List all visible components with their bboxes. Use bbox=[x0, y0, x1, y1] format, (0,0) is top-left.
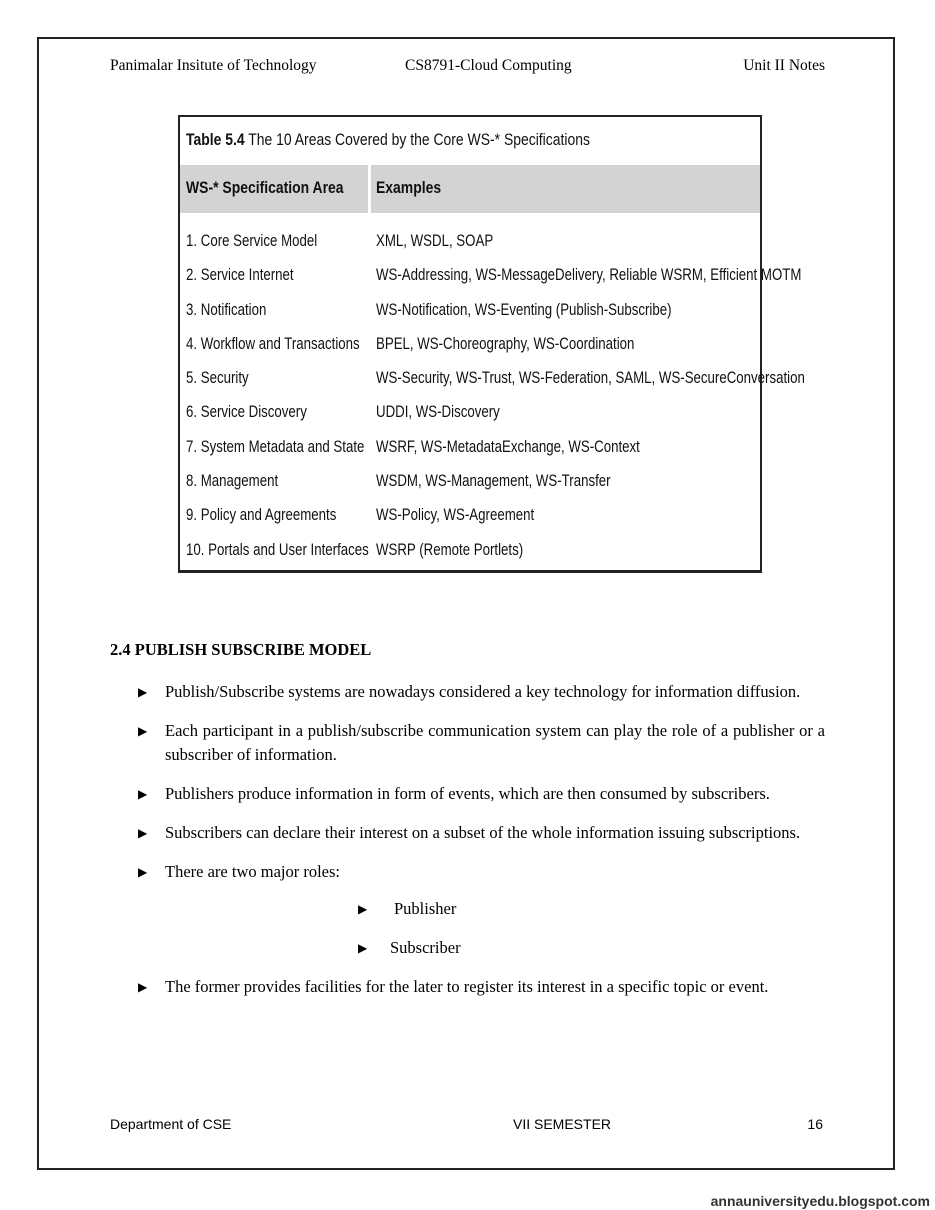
cell-area: 2. Service Internet bbox=[186, 265, 294, 285]
list-item bbox=[110, 719, 825, 767]
table-row bbox=[180, 364, 805, 398]
watermark-link: annauniversityedu.blogspot.com bbox=[710, 1193, 930, 1209]
header-separator bbox=[368, 165, 371, 213]
cell-area: 9. Policy and Agreements bbox=[186, 505, 337, 525]
table-row bbox=[180, 467, 760, 501]
column-header-examples: Examples bbox=[376, 178, 442, 197]
footer-page-number: 16 bbox=[807, 1116, 823, 1132]
header-unit: Unit II Notes bbox=[743, 57, 825, 74]
footer-department: Department of CSE bbox=[110, 1116, 232, 1132]
list-item bbox=[110, 680, 825, 704]
role-label: Publisher bbox=[394, 899, 457, 918]
cell-examples: UDDI, WS-Discovery bbox=[376, 402, 500, 422]
cell-examples: XML, WSDL, SOAP bbox=[376, 231, 494, 250]
cell-examples: BPEL, WS-Choreography, WS-Coordination bbox=[376, 333, 635, 353]
table-body bbox=[180, 227, 805, 570]
cell-examples: WS-Addressing, WS-MessageDelivery, Reliable WSRM, Efficient MOTM bbox=[376, 265, 802, 285]
list-item bbox=[110, 782, 825, 806]
cell-area: 10. Portals and User Interfaces bbox=[186, 539, 369, 559]
triangle-right-icon: ▶ bbox=[358, 941, 368, 955]
table-row bbox=[180, 227, 760, 261]
cell-area: 8. Management bbox=[186, 471, 279, 491]
bullet-text: There are two major roles: bbox=[165, 862, 341, 881]
triangle-right-icon: ▶ bbox=[138, 787, 148, 801]
table-row bbox=[180, 501, 760, 535]
triangle-right-icon: ▶ bbox=[138, 685, 148, 699]
triangle-right-icon: ▶ bbox=[138, 724, 148, 738]
cell-area: 3. Notification bbox=[186, 299, 267, 319]
list-item bbox=[110, 860, 825, 884]
cell-examples: WSRF, WS-MetadataExchange, WS-Context bbox=[376, 436, 640, 456]
cell-examples: WSRP (Remote Portlets) bbox=[376, 539, 524, 559]
roles-list bbox=[110, 897, 825, 960]
triangle-right-icon: ▶ bbox=[138, 980, 148, 994]
table-row bbox=[180, 398, 760, 432]
bullet-text: Publishers produce information in form of events, which are then consumed by subscribers. bbox=[165, 784, 770, 803]
footer-semester: VII SEMESTER bbox=[513, 1116, 612, 1132]
bullet-text: The former provides facilities for the later to register its interest in a specific topic or event. bbox=[165, 977, 769, 996]
bullet-text: Subscribers can declare their interest on a subset of the whole information issuing subscriptions. bbox=[165, 823, 801, 842]
table-row bbox=[180, 261, 802, 295]
bullet-text: Publish/Subscribe systems are nowadays considered a key technology for information diffusion. bbox=[165, 682, 801, 701]
table-caption bbox=[186, 130, 590, 150]
cell-examples: WS-Policy, WS-Agreement bbox=[376, 505, 535, 525]
cell-area: 5. Security bbox=[186, 368, 249, 388]
list-item bbox=[110, 821, 825, 845]
header-institute: Panimalar Insitute of Technology bbox=[110, 57, 317, 74]
role-label: Subscriber bbox=[390, 938, 461, 957]
spec-table bbox=[178, 115, 805, 573]
bullet-text: Each participant in a publish/subscribe communication system can play the role of a publisher or a subscriber of information. bbox=[165, 721, 825, 764]
table-row bbox=[180, 330, 760, 364]
triangle-right-icon: ▶ bbox=[138, 865, 148, 879]
cell-area: 4. Workflow and Transactions bbox=[186, 333, 360, 353]
table-row bbox=[180, 433, 760, 467]
header-course: CS8791-Cloud Computing bbox=[405, 57, 572, 74]
cell-area: 1. Core Service Model bbox=[186, 231, 318, 250]
role-item-subscriber bbox=[110, 936, 825, 960]
cell-examples: WSDM, WS-Management, WS-Transfer bbox=[376, 471, 611, 491]
bullet-list bbox=[110, 680, 825, 1014]
list-item bbox=[110, 975, 825, 999]
cell-area: 6. Service Discovery bbox=[186, 402, 307, 422]
table-caption-text: The 10 Areas Covered by the Core WS-* Specifications bbox=[248, 130, 590, 149]
triangle-right-icon: ▶ bbox=[138, 826, 148, 840]
table-row bbox=[180, 536, 760, 570]
cell-examples: WS-Notification, WS-Eventing (Publish-Subscribe) bbox=[376, 299, 672, 319]
role-item-publisher bbox=[110, 897, 825, 921]
column-header-area: WS-* Specification Area bbox=[186, 178, 344, 197]
table-header-row bbox=[180, 165, 760, 213]
table-caption-label: Table 5.4 bbox=[186, 130, 245, 149]
section-title: 2.4 PUBLISH SUBSCRIBE MODEL bbox=[110, 640, 372, 659]
triangle-right-icon: ▶ bbox=[358, 902, 368, 916]
cell-examples: WS-Security, WS-Trust, WS-Federation, SAML, WS-SecureConversation bbox=[376, 368, 805, 388]
table-row bbox=[180, 296, 760, 330]
cell-area: 7. System Metadata and State bbox=[186, 436, 365, 456]
